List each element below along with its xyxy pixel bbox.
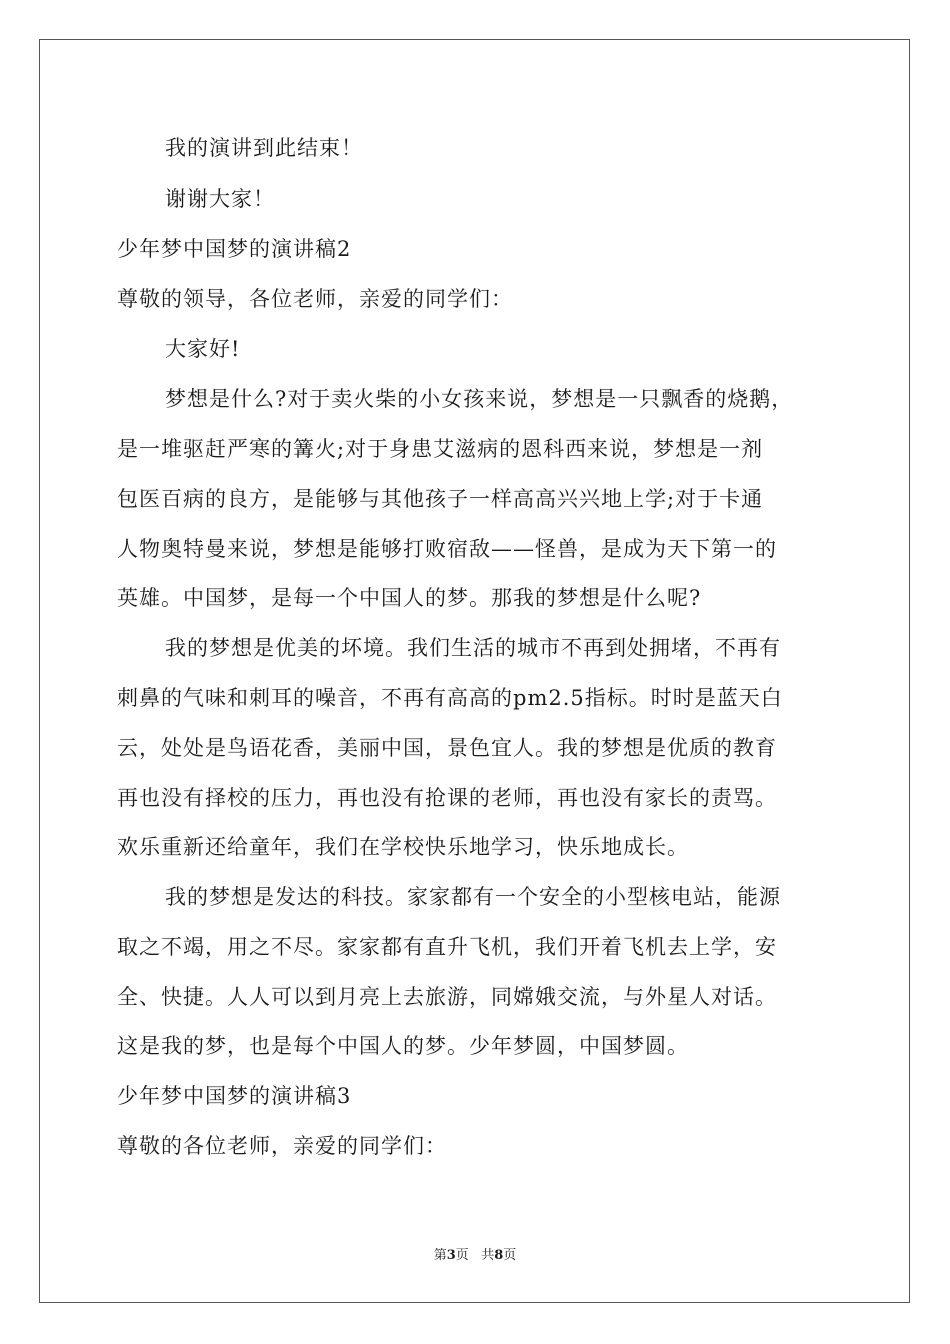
paragraph-line: 是一堆驱赶严寒的篝火;对于身患艾滋病的恩科西来说，梦想是一剂 [117, 437, 764, 461]
closing-line: 我的演讲到此结束！ [165, 136, 363, 160]
paragraph-line: 我的梦想是优美的坏境。我们生活的城市不再到处拥堵，不再有 [165, 636, 781, 660]
paragraph-line: 包医百病的良方，是能够与其他孩子一样高高兴兴地上学;对于卡通 [117, 487, 764, 511]
paragraph-line: 再也没有择校的压力，再也没有抢课的老师，再也没有家长的责骂。 [117, 786, 777, 810]
paragraph-line: 英雄。中国梦，是每一个中国人的梦。那我的梦想是什么呢? [117, 586, 702, 610]
page-footer [0, 1247, 950, 1265]
page-border [39, 39, 910, 1303]
total-suffix: 页 [503, 1248, 517, 1263]
paragraph-line: 取之不竭，用之不尽。家家都有直升飞机，我们开着飞机去上学，安 [117, 935, 777, 959]
speech-2-salutation: 尊敬的领导，各位老师，亲爱的同学们： [117, 287, 513, 311]
total-prefix: 共 [481, 1248, 495, 1263]
paragraph-line: 人物奥特曼来说，梦想是能够打败宿敌——怪兽，是成为天下第一的 [117, 537, 777, 561]
paragraph-line: 欢乐重新还给童年，我们在学校快乐地学习，快乐地成长。 [117, 835, 689, 859]
paragraph-line: 刺鼻的气味和刺耳的噪音，不再有高高的pm2.5指标。时时是蓝天白 [117, 686, 783, 710]
speech-3-salutation: 尊敬的各位老师，亲爱的同学们： [117, 1134, 447, 1158]
page-prefix: 第 [433, 1248, 447, 1263]
page-number: 3 [446, 1248, 456, 1263]
paragraph-line: 我的梦想是发达的科技。家家都有一个安全的小型核电站，能源 [165, 885, 781, 909]
paragraph-line: 云，处处是鸟语花香，美丽中国，景色宜人。我的梦想是优质的教育 [117, 736, 777, 760]
paragraph-line: 这是我的梦，也是每个中国人的梦。少年梦圆，中国梦圆。 [117, 1034, 689, 1058]
greeting-line: 大家好! [165, 337, 241, 361]
paragraph-line: 梦想是什么?对于卖火柴的小女孩来说，梦想是一只飘香的烧鹅， [165, 387, 794, 411]
page-suffix: 页 [455, 1248, 469, 1263]
speech-2-title: 少年梦中国梦的演讲稿2 [117, 237, 352, 261]
speech-3-title: 少年梦中国梦的演讲稿3 [117, 1084, 352, 1108]
total-pages: 8 [494, 1248, 504, 1263]
thanks-line: 谢谢大家！ [165, 187, 275, 211]
paragraph-line: 全、快捷。人人可以到月亮上去旅游，同嫦娥交流，与外星人对话。 [117, 985, 777, 1009]
